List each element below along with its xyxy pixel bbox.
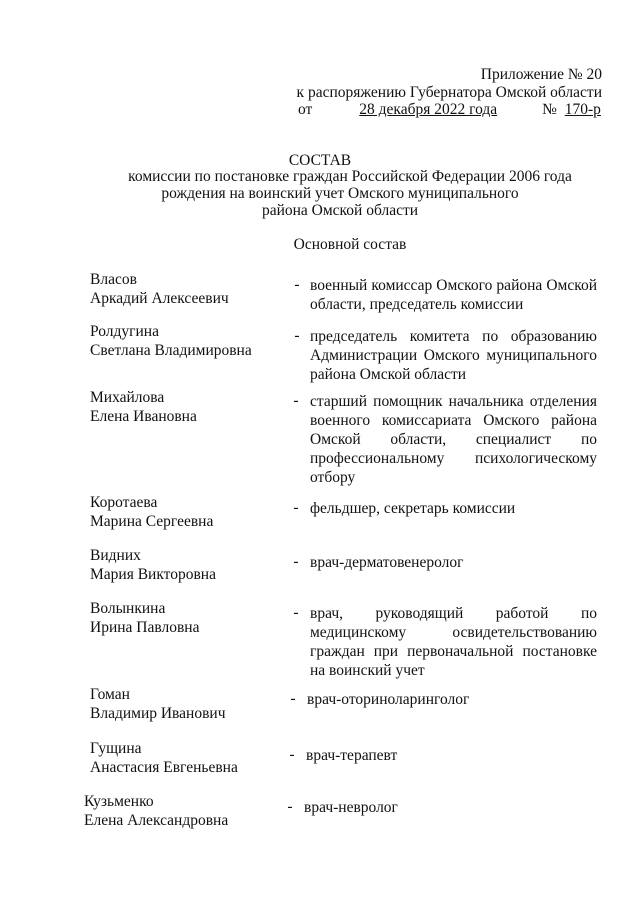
member-surname: Коротаева xyxy=(90,494,158,511)
member-surname: Ролдугина xyxy=(90,323,159,340)
member-given-name: Светлана Владимировна xyxy=(90,342,252,359)
separator-dash: - xyxy=(293,553,299,570)
member-name xyxy=(90,546,280,584)
section-heading: Основной состав xyxy=(293,236,407,253)
separator-dash: - xyxy=(289,746,295,763)
member-surname: Гущина xyxy=(90,740,142,757)
member-surname: Кузьменко xyxy=(84,793,154,810)
member-given-name: Аркадий Алексеевич xyxy=(90,290,229,307)
separator-dash: - xyxy=(293,604,299,621)
separator-dash: - xyxy=(294,327,300,344)
member-name xyxy=(90,322,280,360)
member-name xyxy=(90,739,280,777)
separator-dash: - xyxy=(294,276,300,293)
title-line-2: рождения на воинский учет Омского муниципального xyxy=(161,185,519,202)
member-name xyxy=(90,493,280,531)
member-given-name: Елена Ивановна xyxy=(90,408,197,425)
member-role: врач, руководящий работой по медицинскому освидетельствованию граждан при первоначальной постановке на воинский учет xyxy=(310,605,597,679)
separator-dash: - xyxy=(287,798,293,815)
member-given-name: Мария Викторовна xyxy=(90,566,216,583)
title-line-3: района Омской области xyxy=(261,202,419,219)
order-number: 170-р xyxy=(564,101,601,118)
member-role: старший помощник начальника отделения военного комиссариата Омского района Омской области, специалист по профессиональному психологическому отбору xyxy=(310,393,597,486)
member-given-name: Анастасия Евгеньевна xyxy=(90,759,238,776)
separator-dash: - xyxy=(293,499,299,516)
member-given-name: Владимир Иванович xyxy=(90,705,226,722)
member-name xyxy=(90,599,280,637)
member-surname: Гоман xyxy=(90,686,130,703)
member-role: военный комиссар Омского района Омской области, председатель комиссии xyxy=(310,277,597,313)
separator-dash: - xyxy=(293,392,299,409)
member-surname: Волынкина xyxy=(90,600,166,617)
order-date: 28 декабря 2022 года xyxy=(359,101,498,118)
member-role: врач-оториноларинголог xyxy=(307,691,470,708)
title-line-1: комиссии по постановке граждан Российской Федерации 2006 года xyxy=(128,168,572,185)
member-name xyxy=(90,685,280,723)
member-role: врач-терапевт xyxy=(306,747,398,764)
member-surname: Видних xyxy=(90,547,141,564)
member-name xyxy=(90,388,280,426)
member-name xyxy=(90,270,280,308)
appendix-label: Приложение № 20 xyxy=(480,66,602,83)
member-surname: Власов xyxy=(90,271,137,288)
order-reference: к распоряжению Губернатора Омской области xyxy=(296,84,602,101)
separator-dash: - xyxy=(290,690,296,707)
from-label: от xyxy=(298,101,313,118)
order-date-line xyxy=(298,101,608,119)
member-given-name: Елена Александровна xyxy=(84,812,229,829)
member-role: фельдшер, секретарь комиссии xyxy=(310,500,516,517)
member-given-name: Ирина Павловна xyxy=(90,619,200,636)
document-title: СОСТАВ xyxy=(288,152,352,169)
member-role: председатель комитета по образованию Администрации Омского муниципального района Омской области xyxy=(310,328,597,383)
member-name xyxy=(84,792,274,830)
member-role: врач-дерматовенеролог xyxy=(310,554,464,571)
member-role: врач-невролог xyxy=(304,799,398,816)
number-label: № xyxy=(542,101,557,118)
member-given-name: Марина Сергеевна xyxy=(90,513,214,530)
member-surname: Михайлова xyxy=(90,389,165,406)
